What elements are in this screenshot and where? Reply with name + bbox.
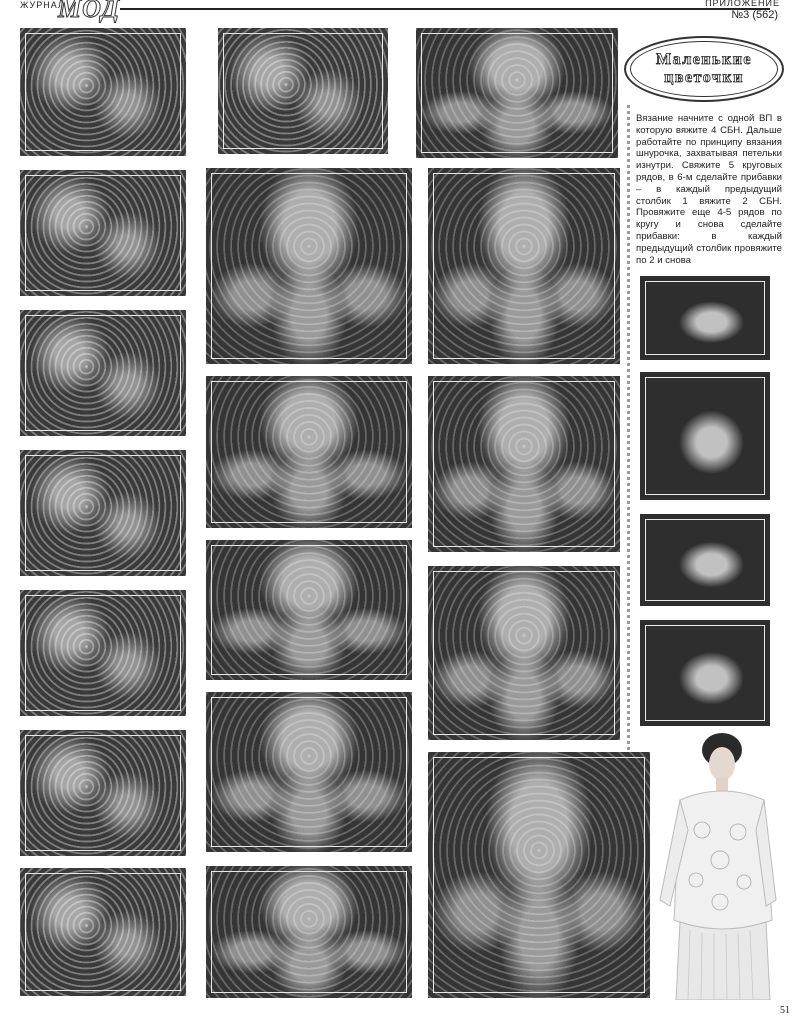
step-photo-c1-6 <box>20 730 186 856</box>
step-photo-c2-4 <box>206 540 412 680</box>
step-photo-c3-4 <box>428 566 620 740</box>
step-photo-c1-2 <box>20 170 186 296</box>
step-photo-c1-1 <box>20 28 186 156</box>
magazine-label: ЖУРНАЛ <box>20 0 65 10</box>
step-photo-c4-3 <box>640 514 770 606</box>
step-photo-c2-6 <box>206 866 412 998</box>
issue-number: №3 (562) <box>731 9 778 21</box>
step-photo-c3-5 <box>428 752 650 998</box>
step-photo-c4-2 <box>640 372 770 500</box>
step-photo-c4-1 <box>640 276 770 360</box>
step-photo-c2-3 <box>206 376 412 528</box>
supplement-label: ПРИЛОЖЕНИЕ <box>705 0 780 8</box>
model-photo <box>640 730 780 1000</box>
step-photo-c3-1 <box>416 28 618 158</box>
step-photo-c3-3 <box>428 376 620 552</box>
magazine-logo: МОД <box>58 0 121 23</box>
step-photo-c1-5 <box>20 590 186 716</box>
step-photo-c3-2 <box>428 168 620 364</box>
step-photo-c2-5 <box>206 692 412 852</box>
step-photo-c1-7 <box>20 868 186 996</box>
header-rule <box>120 8 770 10</box>
page-number: 51 <box>780 1005 790 1016</box>
step-photo-c2-2 <box>206 168 412 364</box>
dotted-divider <box>627 105 630 750</box>
article-title-badge <box>624 36 784 102</box>
step-photo-c1-4 <box>20 450 186 576</box>
step-photo-c4-4 <box>640 620 770 726</box>
step-photo-c2-1 <box>218 28 388 154</box>
article-title: Маленькие цветочки <box>655 51 753 86</box>
step-photo-c1-3 <box>20 310 186 436</box>
article-body: Вязание начните с одной ВП в которую вяжите 4 СБН. Дальше работайте по принципу вязания шнурочка, захватывая петельки изнутри. Свяжите 5 круговых рядов, в 6-м сделайте прибавки – в каждый предыдущий столбик 1 вяжите 2 СБН. Провяжите еще 4-5 рядов по кругу и снова сделайте прибавки: в каждый предыдущий столбик провяжите по 2 и снова <box>636 113 782 266</box>
